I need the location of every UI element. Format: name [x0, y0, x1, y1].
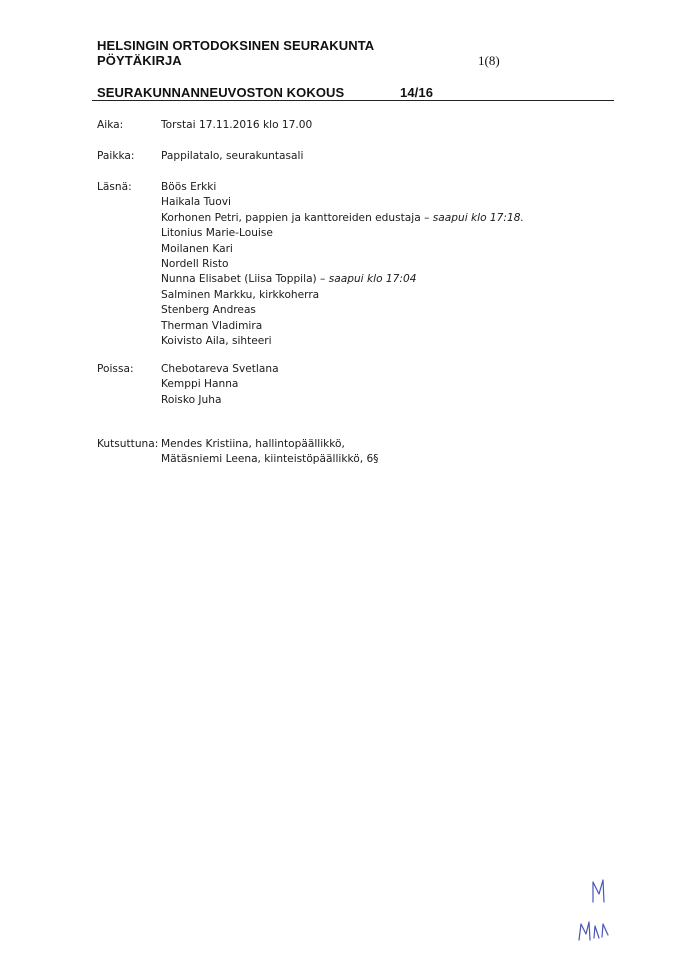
- paikka-value: Pappilatalo, seurakuntasali: [161, 150, 304, 162]
- header-divider: [92, 100, 614, 101]
- attendee-name: Haikala Tuovi: [161, 196, 231, 209]
- poissa-label: Poissa:: [97, 363, 134, 375]
- list-item: [161, 226, 524, 241]
- attendee-name: Moilanen Kari: [161, 242, 233, 255]
- attendee-name: Stenberg Andreas: [161, 304, 256, 317]
- list-item: [161, 195, 524, 210]
- initial-mll-stroke: [579, 922, 608, 940]
- attendee-name: Korhonen Petri, pappien ja kanttoreiden edustaja –: [161, 211, 433, 224]
- list-item: [161, 257, 524, 272]
- list-item: [161, 334, 524, 349]
- list-item: Mendes Kristiina, hallintopäällikkö,: [161, 438, 345, 450]
- meeting-number: 14/16: [400, 85, 434, 100]
- list-item: [161, 288, 524, 303]
- absent-list: [161, 362, 279, 408]
- kutsuttuna-label: Kutsuttuna:: [97, 438, 159, 450]
- list-item: [161, 242, 524, 257]
- list-item: [161, 303, 524, 318]
- arrival-note: saapui klo 17:18.: [432, 211, 524, 224]
- document-type: PÖYTÄKIRJA: [97, 53, 182, 68]
- attendee-name: Therman Vladimira: [161, 319, 263, 332]
- attendee-name: Nunna Elisabet (Liisa Toppila) –: [161, 273, 329, 286]
- page-number: 1(8): [478, 53, 500, 68]
- paikka-label: Paikka:: [97, 150, 135, 162]
- list-item: Roisko Juha: [161, 393, 222, 406]
- aika-label: Aika:: [97, 119, 124, 131]
- organization-name: HELSINGIN ORTODOKSINEN SEURAKUNTA: [97, 38, 375, 53]
- attendee-name: Koivisto Aila, sihteeri: [161, 334, 272, 347]
- list-item: [161, 272, 524, 287]
- aika-value: Torstai 17.11.2016 klo 17.00: [161, 119, 313, 131]
- list-item: [161, 211, 524, 226]
- list-item: Chebotareva Svetlana: [161, 363, 279, 375]
- meeting-title: SEURAKUNNANNEUVOSTON KOKOUS: [97, 85, 345, 100]
- lasna-label: Läsnä:: [97, 181, 132, 193]
- arrival-note: saapui klo 17:04: [328, 273, 417, 286]
- attendee-name: Salminen Markku, kirkkoherra: [161, 288, 320, 301]
- list-item: [161, 180, 524, 195]
- initial-m-stroke: [593, 880, 604, 902]
- handwritten-initials: [575, 872, 625, 952]
- attendee-name: Nordell Risto: [161, 257, 229, 270]
- attendee-list: [161, 180, 524, 349]
- list-item: Kemppi Hanna: [161, 378, 239, 391]
- invited-list: [161, 437, 378, 468]
- list-item: [161, 319, 524, 334]
- attendee-name: Böös Erkki: [161, 181, 217, 193]
- attendee-name: Litonius Marie-Louise: [161, 227, 273, 240]
- list-item: Mätäsniemi Leena, kiinteistöpäällikkö, 6§: [161, 453, 379, 466]
